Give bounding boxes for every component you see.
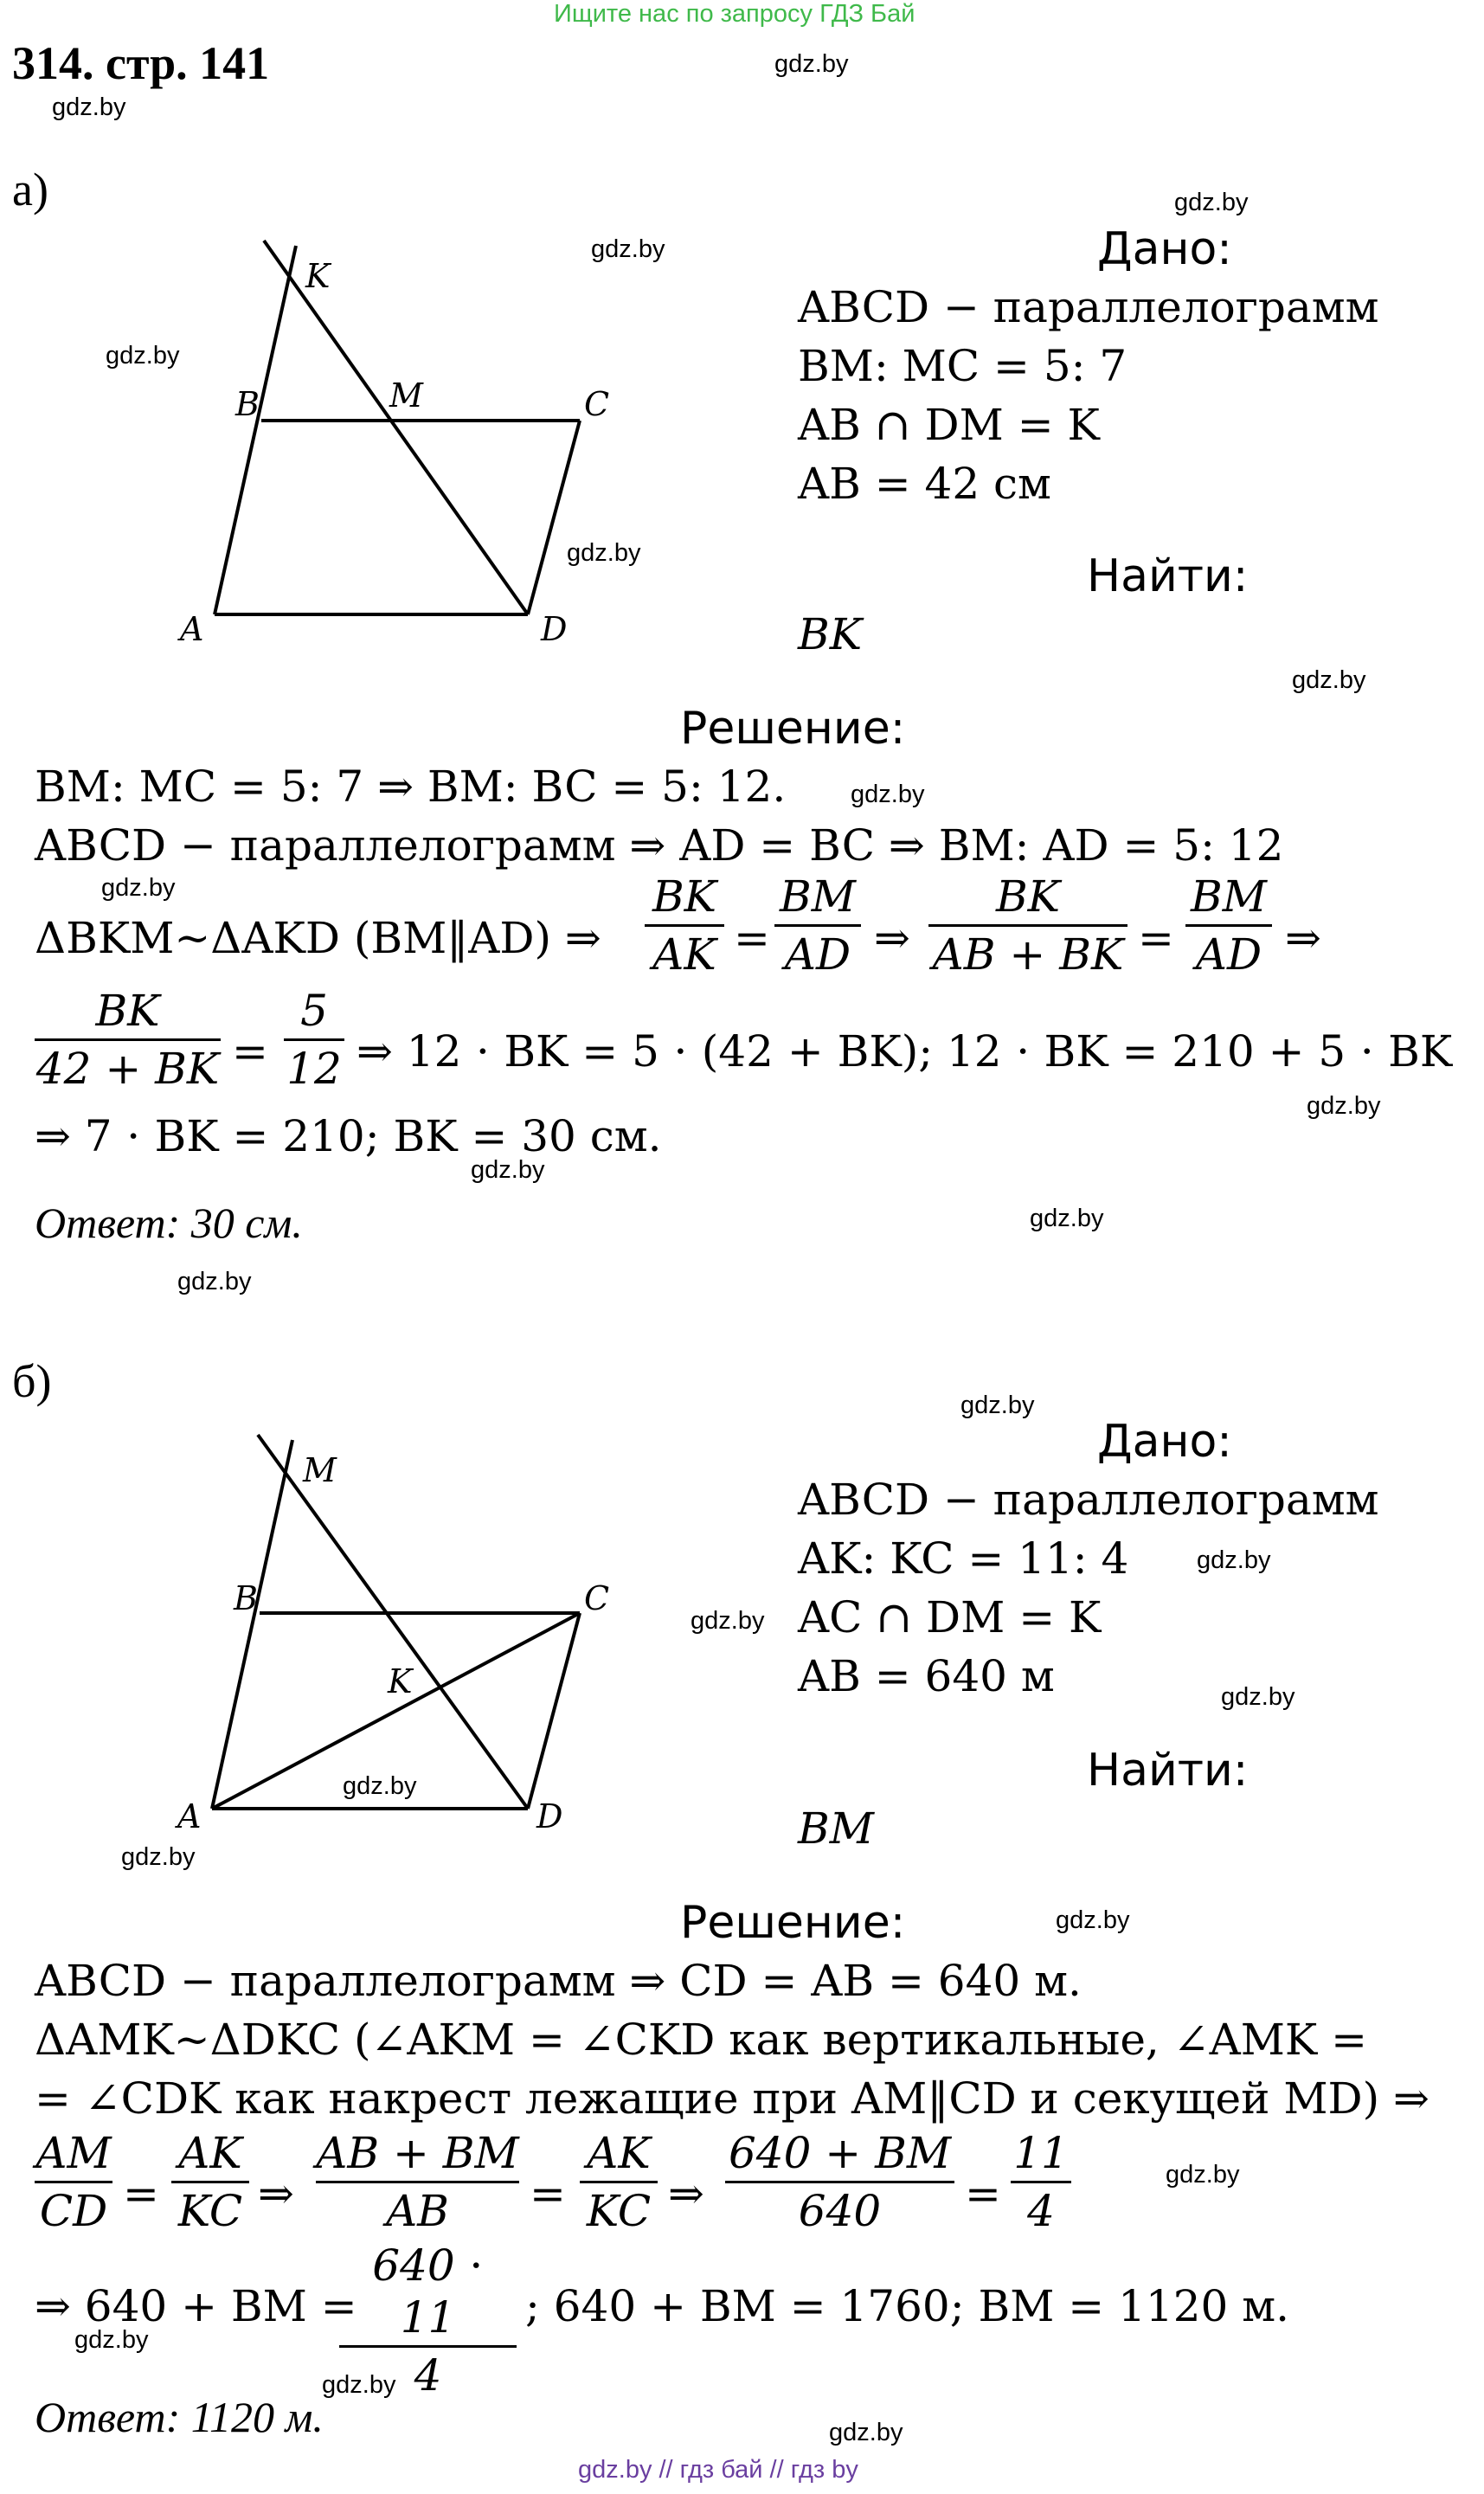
watermark: gdz.by (106, 342, 180, 370)
given-line: AK: KC = 11: 4 (798, 1533, 1129, 1584)
watermark: gdz.by (691, 1607, 765, 1635)
operator: = (232, 1026, 268, 1077)
exercise-title: 314. стр. 141 (12, 37, 270, 89)
watermark: gdz.by (1307, 1092, 1381, 1120)
label-a: A (180, 610, 204, 648)
watermark: gdz.by (851, 781, 925, 808)
watermark: gdz.by (1166, 2161, 1240, 2189)
fraction: AK KC (580, 2127, 658, 2237)
label-k: K (305, 257, 331, 295)
label-c: C (584, 1579, 610, 1617)
watermark: gdz.by (1197, 1546, 1271, 1574)
find-value: BM (798, 1803, 874, 1854)
fraction: BM AD (774, 871, 861, 980)
answer: Ответ: 1120 м. (35, 2393, 324, 2441)
operator: ⇒ (258, 2169, 294, 2219)
fraction: 640 + BM 640 (725, 2127, 954, 2237)
given-line: ABCD − параллелограмм (798, 282, 1379, 332)
solution-line: BM: MC = 5: 7 ⇒ BM: BC = 5: 12. (35, 762, 787, 812)
label-b: B (234, 1579, 258, 1617)
find-heading: Найти: (1087, 1745, 1249, 1797)
label-k: K (388, 1662, 413, 1700)
operator: ⇒ (874, 913, 910, 963)
watermark: gdz.by (1030, 1205, 1104, 1232)
given-heading: Дано: (1097, 1416, 1232, 1468)
fraction: AM CD (35, 2128, 112, 2236)
label-c: C (584, 385, 610, 423)
answer: Ответ: 30 см. (35, 1199, 303, 1247)
line-md (258, 1435, 528, 1809)
watermark: gdz.by (829, 2419, 903, 2446)
operator: = (1138, 913, 1174, 963)
given-line: BM: MC = 5: 7 (798, 341, 1127, 391)
fraction: BK AK (645, 871, 724, 980)
watermark: gdz.by (52, 93, 126, 121)
solution-line: ⇒ 7 ⋅ BK = 210; BK = 30 см. (35, 1111, 662, 1161)
operator: ⇒ (668, 2169, 704, 2219)
line-ak (215, 246, 296, 614)
fraction: AB + BM AB (316, 2128, 519, 2236)
solution-heading: Решение: (680, 1897, 906, 1949)
watermark: gdz.by (1056, 1906, 1130, 1934)
watermark: gdz.by (101, 874, 176, 902)
label-m: M (389, 376, 423, 415)
given-line: AC ∩ DM = K (798, 1592, 1102, 1642)
fraction: BM AD (1185, 871, 1272, 980)
solution-line: ΔAMK~ΔDKC (∠AKM = ∠CKD как вертикальные, ∠AMK = (35, 2015, 1368, 2065)
part-b-figure (173, 1428, 623, 1843)
watermark: gdz.by (471, 1156, 545, 1184)
label-d: D (541, 610, 568, 648)
part-a-figure (164, 234, 614, 649)
solution-line: = ∠CDK как накрест лежащие при AM‖CD и секущей MD) ⇒ (35, 2073, 1429, 2124)
watermark: gdz.by (1292, 666, 1366, 694)
operator: = (123, 2169, 159, 2219)
operator: = (734, 913, 770, 963)
watermark: gdz.by (343, 1772, 417, 1800)
line-kd (264, 241, 528, 614)
operator: = (965, 2169, 1001, 2219)
watermark: gdz.by (567, 539, 641, 567)
label-d: D (536, 1797, 563, 1835)
solution-line: ⇒ 640 + BM = (35, 2281, 357, 2331)
top-banner[interactable]: Ищите нас по запросу ГДЗ Бай (554, 0, 915, 28)
bottom-banner[interactable]: gdz.by // гдз бай // гдз by (578, 2456, 858, 2484)
find-heading: Найти: (1087, 550, 1249, 602)
given-heading: Дано: (1097, 223, 1232, 275)
part-b-label: б) (12, 1355, 52, 1407)
watermark: gdz.by (1221, 1683, 1295, 1711)
part-a-label: а) (12, 164, 48, 215)
solution-line: ABCD − параллелограмм ⇒ AD = BC ⇒ BM: AD = 5: 12 (35, 820, 1284, 871)
solution-heading: Решение: (680, 703, 906, 755)
solution-line: ABCD − параллелограмм ⇒ CD = AB = 640 м. (35, 1956, 1082, 2006)
fraction: AK KC (171, 2127, 249, 2237)
label-a: A (177, 1797, 202, 1835)
given-line: AB = 640 м (798, 1651, 1055, 1701)
watermark: gdz.by (74, 2326, 149, 2354)
fraction: BK 42 + BK (35, 986, 220, 1094)
watermark: gdz.by (322, 2371, 396, 2399)
operator: ⇒ (1285, 913, 1321, 963)
solution-line: ΔBKM~ΔAKD (BM‖AD) ⇒ (35, 913, 601, 963)
watermark: gdz.by (177, 1268, 252, 1295)
fraction: BK AB + BK (928, 871, 1127, 980)
watermark: gdz.by (591, 235, 665, 263)
line-am (212, 1440, 292, 1809)
watermark: gdz.by (960, 1392, 1035, 1419)
segment-cd (528, 421, 580, 614)
solution-line: ; 640 + BM = 1760; BM = 1120 м. (525, 2281, 1290, 2331)
watermark: gdz.by (774, 50, 849, 78)
diagonal-ac (212, 1613, 580, 1809)
solution-line: ⇒ 12 ⋅ BK = 5 ⋅ (42 + BK); 12 ⋅ BK = 210 + 5 ⋅ BK (357, 1026, 1453, 1077)
label-b: B (235, 385, 260, 423)
fraction: 5 12 (284, 985, 344, 1095)
operator: = (530, 2169, 566, 2219)
watermark: gdz.by (121, 1843, 196, 1871)
given-line: ABCD − параллелограмм (798, 1475, 1379, 1525)
given-line: AB = 42 см (798, 459, 1051, 509)
label-m: M (303, 1451, 337, 1489)
watermark: gdz.by (1174, 189, 1249, 216)
segment-cd (528, 1613, 580, 1809)
find-value: BK (798, 609, 863, 659)
given-line: AB ∩ DM = K (798, 400, 1100, 450)
fraction: 11 4 (1011, 2127, 1071, 2237)
fraction: 640 ⋅ 11 4 (339, 2240, 517, 2401)
